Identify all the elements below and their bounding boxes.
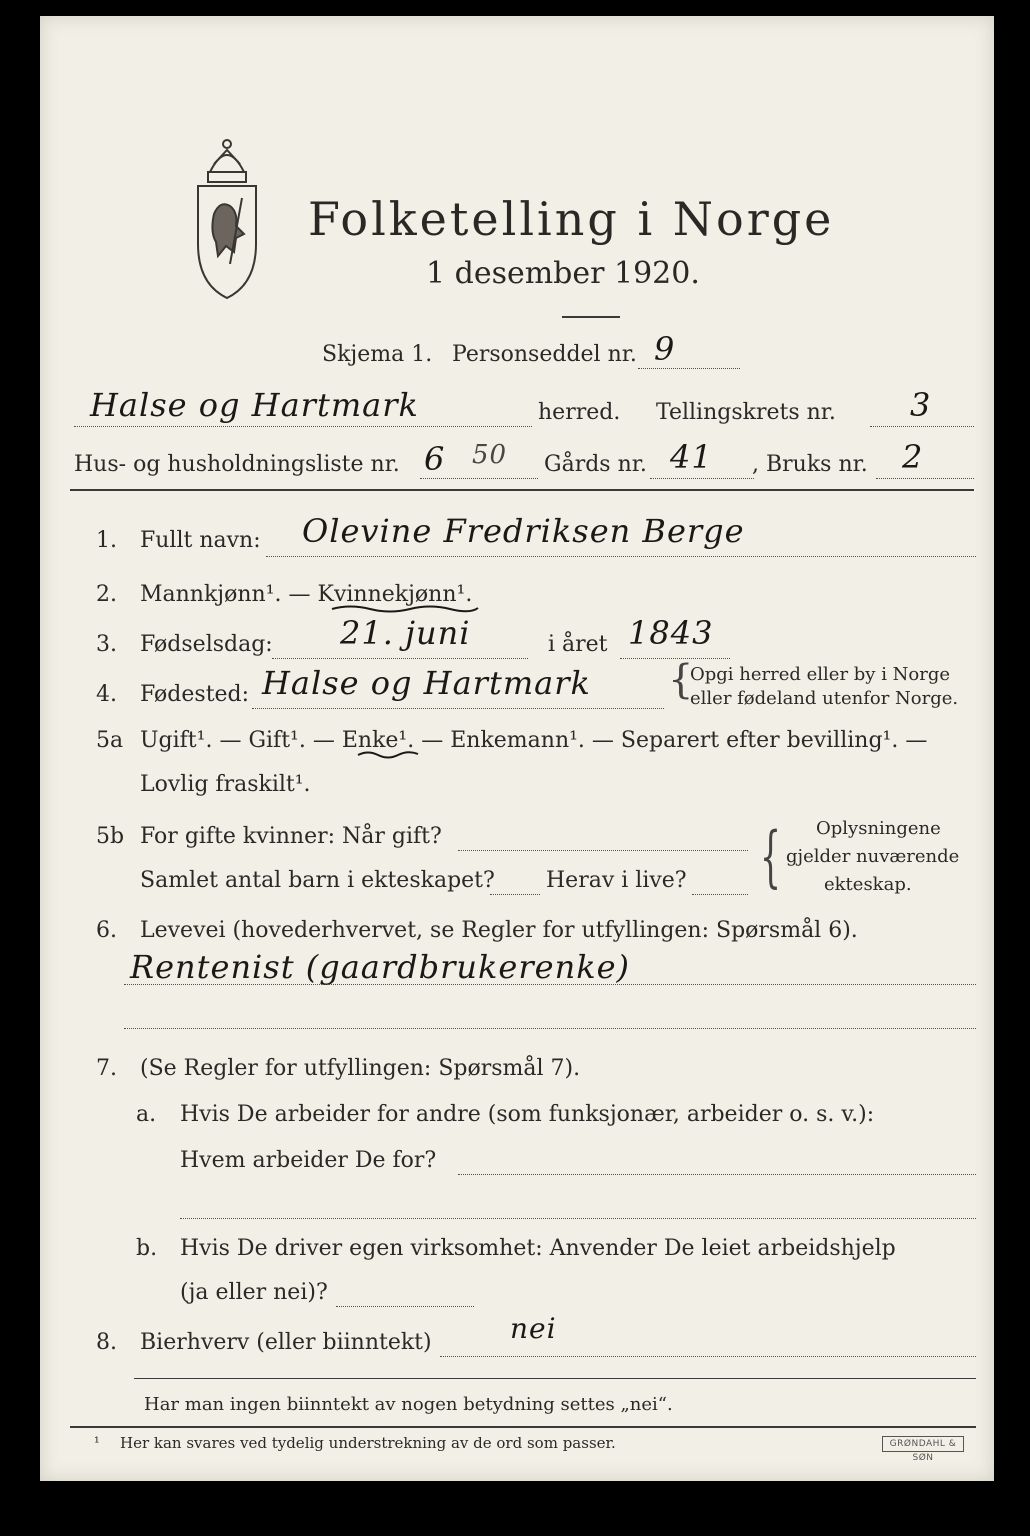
q6-line-2: [124, 1028, 976, 1029]
q7a-line-2: [180, 1218, 976, 1219]
q4-note-2: eller fødeland utenfor Norge.: [690, 688, 959, 709]
gards-value: 41: [670, 438, 713, 476]
q8-number: 8.: [96, 1330, 117, 1355]
header-separator: [70, 489, 974, 491]
q5b-children-line: [490, 894, 540, 895]
bruks-line: [876, 478, 974, 479]
q2-number: 2.: [96, 582, 117, 607]
q6-label: Levevei (hovederhvervet, se Regler for utfyllingen: Spørsmål 6).: [140, 918, 858, 943]
gards-line: [650, 478, 754, 479]
q3-year-label: i året: [548, 632, 608, 657]
skjema-label: Skjema 1.: [322, 342, 433, 367]
q4-note-1: Opgi herred eller by i Norge: [690, 664, 951, 685]
q5a-underline: [356, 750, 420, 760]
coat-of-arms-icon: [190, 134, 264, 304]
q7-label: (Se Regler for utfyllingen: Spørsmål 7).: [140, 1056, 581, 1081]
hus-line: [420, 478, 538, 479]
census-date: 1 desember 1920.: [426, 256, 700, 291]
q5b-label: For gifte kvinner: Når gift?: [140, 824, 442, 849]
q4-label: Fødested:: [140, 682, 250, 707]
tellingskrets-line: [870, 426, 974, 427]
q7b-number: b.: [136, 1236, 158, 1261]
q8-label: Bierhverv (eller biinntekt): [140, 1330, 432, 1355]
printer-stamp: GRØNDAHL & SØN: [882, 1436, 964, 1452]
footer-note: Har man ingen biinntekt av nogen betydning settes „nei“.: [144, 1394, 673, 1415]
q8-line: [440, 1356, 976, 1357]
hus-value-overwrite: 50: [472, 440, 508, 470]
q1-number: 1.: [96, 528, 117, 553]
q4-number: 4.: [96, 682, 117, 707]
tellingskrets-label: Tellingskrets nr.: [656, 400, 836, 425]
q5b-married-line: [458, 850, 748, 851]
form-title: Folketelling i Norge: [308, 192, 835, 246]
q3-line: [272, 658, 528, 659]
q5b-alive-line: [692, 894, 748, 895]
gards-label: Gårds nr.: [544, 452, 647, 477]
personseddel-line: [638, 368, 740, 369]
tellingskrets-value: 3: [910, 386, 932, 424]
q3-number: 3.: [96, 632, 117, 657]
bruks-value: 2: [902, 438, 924, 476]
q7a-label: Hvis De arbeider for andre (som funksjonær, arbeider o. s. v.):: [180, 1102, 875, 1127]
q4-line: [252, 708, 664, 709]
q7b-line: [336, 1306, 474, 1307]
q5b-label-3: Herav i live?: [546, 868, 687, 893]
q4-value: Halse og Hartmark: [262, 664, 591, 702]
q7b-label: Hvis De driver egen virksomhet: Anvender De leiet arbeidshjelp: [180, 1236, 896, 1261]
q5b-label-2: Samlet antal barn i ekteskapet?: [140, 868, 495, 893]
q7a-label-2: Hvem arbeider De for?: [180, 1148, 437, 1173]
q5b-brace: {: [760, 818, 781, 895]
footer-separator: [134, 1378, 976, 1379]
q3-year-value: 1843: [628, 614, 714, 652]
census-form-sheet: [40, 16, 994, 1481]
q5a-number: 5a: [96, 728, 124, 753]
q7-number: 7.: [96, 1056, 117, 1081]
q5b-note-3: ekteskap.: [824, 874, 912, 895]
title-divider: [562, 316, 620, 318]
q8-value: nei: [510, 1312, 557, 1345]
q4-brace: {: [668, 657, 694, 703]
footnote-separator: [70, 1426, 976, 1428]
q5b-number: 5b: [96, 824, 125, 849]
q6-line-1: [124, 984, 976, 985]
herred-label: herred.: [538, 400, 621, 425]
q7b-label-2: (ja eller nei)?: [180, 1280, 328, 1305]
q7a-number: a.: [136, 1102, 157, 1127]
herred-line: [74, 426, 532, 427]
q6-value: Rentenist (gaardbrukerenke): [130, 948, 631, 986]
q1-value: Olevine Fredriksen Berge: [302, 512, 745, 550]
q1-label: Fullt navn:: [140, 528, 261, 553]
q5b-note-1: Oplysningene: [816, 818, 941, 839]
hus-value: 6: [424, 440, 446, 478]
personseddel-value: 9: [654, 330, 676, 368]
personseddel-label: Personseddel nr.: [452, 342, 637, 367]
footnote-text: Her kan svares ved tydelig understrekning av de ord som passer.: [120, 1434, 616, 1452]
q6-number: 6.: [96, 918, 117, 943]
q2-underline: [330, 604, 480, 614]
q5b-note-2: gjelder nuværende: [786, 846, 960, 867]
q5a-label: Ugift¹. — Gift¹. — Enke¹. — Enkemann¹. — Separert efter bevilling¹. —: [140, 728, 928, 753]
footnote-mark: ¹: [94, 1435, 100, 1451]
q3-label: Fødselsdag:: [140, 632, 273, 657]
q5a-label-2: Lovlig fraskilt¹.: [140, 772, 311, 797]
hus-label: Hus- og husholdningsliste nr.: [74, 452, 400, 477]
bruks-label: , Bruks nr.: [752, 452, 868, 477]
q2-label: Mannkjønn¹. — Kvinnekjønn¹.: [140, 582, 473, 607]
herred-value: Halse og Hartmark: [90, 386, 419, 424]
q1-line: [266, 556, 976, 557]
q3-value: 21. juni: [340, 614, 471, 652]
q7a-line-1: [458, 1174, 976, 1175]
